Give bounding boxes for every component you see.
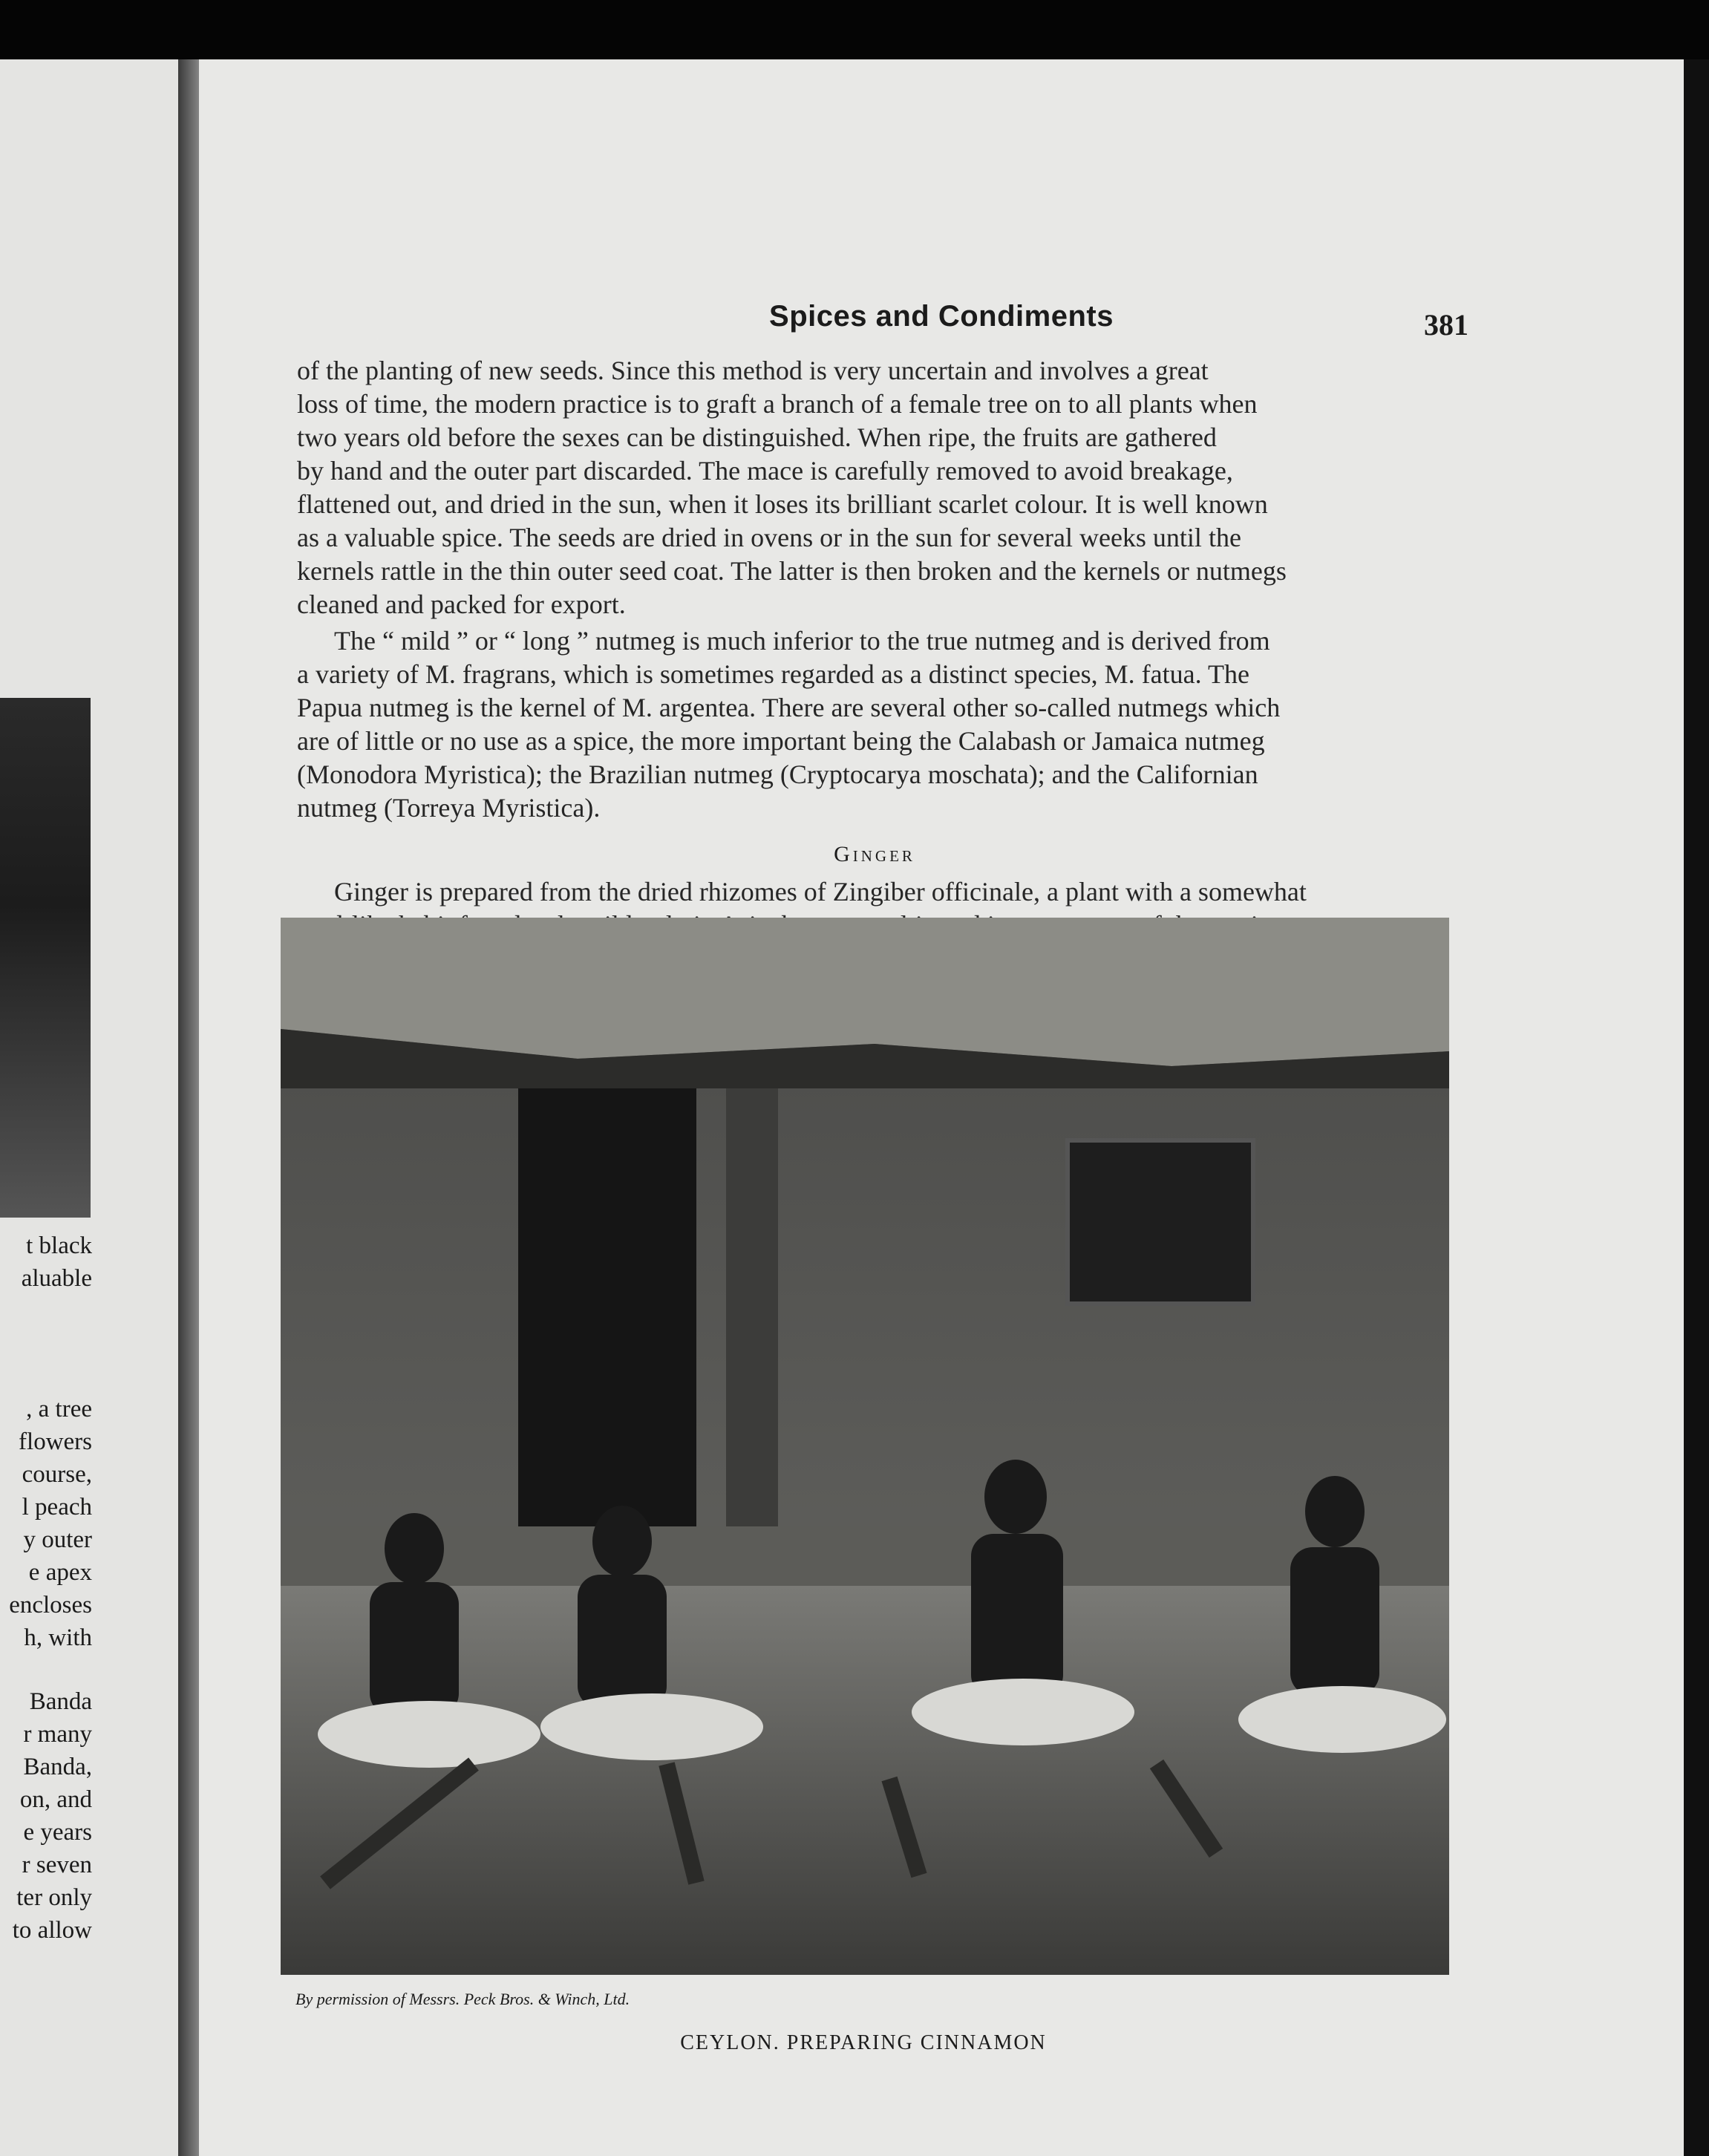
doorway [518,1088,696,1549]
left-page-line: encloses [9,1592,92,1618]
body-text-line: flattened out, and dried in the sun, when it loses its brilliant scarlet colour. It is well known [297,489,1268,519]
left-page-line: flowers [19,1428,92,1455]
book-page [199,59,1684,2156]
thatched-roof [281,918,1449,1066]
body-text-line: a variety of M. fragrans, which is sometimes regarded as a distinct species, M. fatua. The [297,659,1249,689]
body-text-line: Papua nutmeg is the kernel of M. argentea. There are several other so-called nutmegs which [297,693,1281,722]
running-head: Spices and Condiments [769,300,1114,333]
body-text-line: The “ mild ” or “ long ” nutmeg is much inferior to the true nutmeg and is derived from [334,626,1270,656]
body-text-line: nutmeg (Torreya Myristica). [297,793,601,823]
scan-border-top [0,0,1709,59]
cinnamon-photograph [281,918,1449,1975]
previous-page-fragment [0,59,178,2156]
left-page-line: Banda [29,1688,92,1715]
page-gutter [178,59,200,2156]
left-page-line: r many [23,1721,92,1748]
left-page-line: on, and [19,1786,92,1813]
photo-illustration [281,918,1449,1975]
left-page-line: y outer [23,1526,92,1553]
window [1068,1140,1253,1304]
page-number: 381 [1424,308,1468,342]
previous-page-photo [0,698,91,1218]
body-text-line: two years old before the sexes can be distinguished. When ripe, the fruits are gathered [297,422,1217,452]
body-text-line: Ginger is prepared from the dried rhizomes of Zingiber officinale, a plant with a somewhat [334,877,1307,906]
body-text-line: are of little or no use as a spice, the more important being the Calabash or Jamaica nutmeg [297,726,1265,756]
body-text-line: as a valuable spice. The seeds are dried in ovens or in the sun for several weeks until the [297,523,1241,552]
left-page-line: e apex [28,1559,92,1586]
scan-border-right [1684,59,1709,2156]
left-page-line: aluable [21,1265,92,1292]
left-page-line: ter only [16,1884,92,1911]
body-text-line: (Monodora Myristica); the Brazilian nutmeg (Cryptocarya moschata); and the Californian [297,760,1258,789]
left-page-line: course, [22,1461,92,1488]
left-page-line: e years [23,1819,92,1846]
left-page-line: r seven [22,1852,92,1878]
left-page-line: to allow [12,1917,92,1944]
section-heading: Ginger [834,842,915,866]
left-page-line: Banda, [23,1754,92,1780]
body-text-line: of the planting of new seeds. Since this method is very uncertain and involves a great [297,356,1209,385]
body-text-line: loss of time, the modern practice is to graft a branch of a female tree on to all plants when [297,389,1258,419]
left-page-line: , a tree [26,1396,92,1422]
left-page-line: l peach [22,1494,92,1520]
body-text-line: cleaned and packed for export. [297,589,626,619]
figure-caption: CEYLON. PREPARING CINNAMON [680,2031,1047,2054]
body-text-line: kernels rattle in the thin outer seed coat. The latter is then broken and the kernels or nutmegs [297,556,1287,586]
left-page-line: h, with [24,1624,92,1651]
photo-credit: By permission of Messrs. Peck Bros. & Winch, Ltd. [295,1990,630,2008]
left-page-line: t black [26,1232,92,1259]
body-text-line: by hand and the outer part discarded. The mace is carefully removed to avoid breakage, [297,456,1233,486]
